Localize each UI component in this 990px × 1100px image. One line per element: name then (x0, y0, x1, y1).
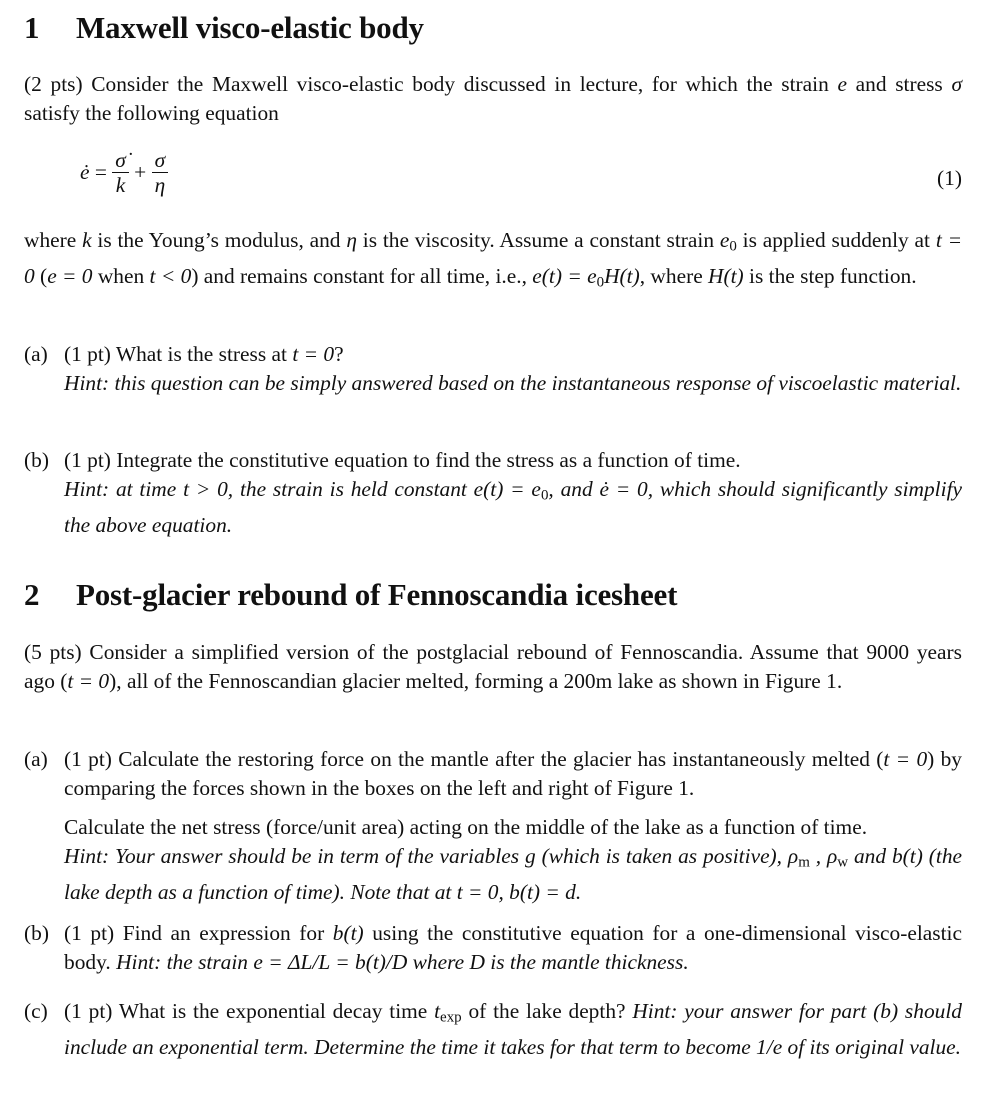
intro-text-3: satisfy the following equation (24, 101, 279, 125)
desc-text: ( (34, 263, 48, 288)
section-1-part-a (24, 340, 962, 398)
section-1-part-b (24, 446, 962, 540)
question-text: (1 pt) Calculate the restoring force on the mantle after the glacier has instantaneously melted ( (64, 747, 884, 771)
hint-subscript: m (798, 854, 810, 871)
section-1-intro (24, 70, 962, 128)
desc-math: H(t) (708, 263, 744, 288)
question-text: of the lake depth? (461, 999, 633, 1023)
intro-text: (5 pts) Consider a simplified version of the postglacial rebound of Fennoscandia. Assume that 9000 years ago ( (24, 640, 962, 693)
section-2-title: Post-glacier rebound of Fennoscandia icesheet (76, 577, 678, 612)
question-text: (1 pt) Find an expression for (64, 921, 333, 945)
intro-var-sigma: σ (951, 72, 962, 96)
intro-text-1: (2 pts) Consider the Maxwell visco-elastic body discussed in lecture, for which the strain (24, 72, 838, 96)
part-b-hint (64, 475, 962, 540)
part-label: (b) (24, 448, 49, 472)
question-math: b(t) (332, 921, 364, 945)
equation-1 (80, 148, 962, 208)
part-b-question (64, 919, 962, 977)
desc-math: t = 0 (24, 228, 962, 288)
section-1-number: 1 (24, 10, 40, 45)
desc-text: where (24, 228, 83, 252)
part-label: (a) (24, 747, 48, 771)
fraction-1-denominator: k (115, 173, 126, 197)
desc-text: is the viscosity. Assume a constant strain (356, 228, 720, 252)
section-2-part-a (24, 745, 962, 907)
desc-text: when (92, 263, 150, 288)
intro-text-2: and stress (846, 72, 952, 96)
section-1-description (24, 226, 962, 297)
desc-math: e (719, 228, 730, 252)
desc-text: is the step function. (743, 263, 917, 288)
fraction-sigma-over-eta (152, 148, 169, 197)
fraction-2-numerator: σ (152, 148, 169, 173)
hint-text: , ρ (809, 844, 838, 868)
desc-text: , where (639, 263, 709, 288)
part-a-hint: Hint: this question can be simply answered based on the instantaneous response of viscoelastic material. (64, 371, 962, 395)
part-a-stress-question: Calculate the net stress (force/unit area) acting on the middle of the lake as a function of time. (64, 815, 868, 839)
fraction-sigma-dot-over-k (112, 148, 129, 197)
fraction-1-numerator: σ̇ (112, 148, 129, 173)
hint-subscript: 0 (540, 487, 549, 504)
intro-var-e: e (837, 72, 847, 96)
question-math: t (434, 999, 441, 1023)
equation-plus: + (128, 160, 152, 184)
question-text: (1 pt) What is the stress at (64, 342, 293, 366)
hint-text: , and ė = 0, which should significantly simplify the above equation. (64, 477, 962, 537)
section-1-heading (24, 8, 424, 48)
desc-math: k (82, 228, 92, 252)
question-text: ? (334, 342, 344, 366)
desc-math: η (346, 228, 357, 252)
equation-number: (1) (937, 166, 962, 190)
question-math: t = 0 (883, 747, 928, 771)
desc-subscript: 0 (596, 274, 605, 291)
part-b-question: (1 pt) Integrate the constitutive equation to find the stress as a function of time. (64, 448, 741, 472)
question-text: using the constitutive equation for a one-dimensional visco-elastic body. (64, 921, 962, 974)
section-2-intro (24, 638, 962, 696)
desc-math: t < 0 (149, 263, 192, 288)
equation-lhs: ė (80, 160, 90, 184)
desc-subscript: 0 (729, 238, 737, 255)
hint-text: Hint: Your answer should be in term of the variables g (which is taken as positive), ρ (64, 844, 799, 868)
part-c-question (64, 997, 962, 1062)
equation-1-expression (80, 148, 168, 197)
part-c-hint: Hint: your answer for part (b) should include an exponential term. Determine the time it takes for that term to become 1/e of its original value. (64, 999, 962, 1059)
desc-math: H(t) (604, 263, 640, 288)
question-subscript: exp (440, 1009, 462, 1026)
desc-text: ) and remains constant for all time, i.e., (191, 263, 533, 288)
question-text: ) by comparing the forces shown in the boxes on the left and right of Figure 1. (64, 747, 962, 800)
question-math: t = 0 (292, 342, 335, 366)
section-2-heading (24, 575, 677, 615)
intro-math: t = 0 (67, 669, 110, 693)
section-2-number: 2 (24, 577, 40, 612)
section-2-part-c (24, 997, 962, 1062)
intro-text: ), all of the Fennoscandian glacier melted, forming a 200m lake as shown in Figure 1. (109, 669, 843, 693)
part-b-hint: Hint: the strain e = ΔL/L = b(t)/D where D is the mantle thickness. (116, 950, 689, 974)
desc-math: e = 0 (47, 263, 93, 288)
hint-subscript: w (837, 854, 849, 871)
part-label: (a) (24, 342, 48, 366)
part-a-question (64, 745, 962, 803)
hint-text: and b(t) (the lake depth as a function of time). Note that at t = 0, b(t) = d. (64, 844, 963, 904)
desc-text: is the Young’s modulus, and (91, 228, 347, 252)
desc-text: is applied suddenly at (736, 228, 936, 252)
part-a-hint (64, 842, 962, 907)
fraction-2-denominator: η (154, 173, 166, 197)
part-label: (b) (24, 921, 49, 945)
hint-text: Hint: at time t > 0, the strain is held constant e(t) = e (64, 477, 541, 501)
equation-equals: = (89, 160, 113, 184)
part-label: (c) (24, 999, 48, 1023)
part-a-question (64, 340, 962, 369)
section-2-part-b (24, 919, 962, 977)
question-text: (1 pt) What is the exponential decay time (64, 999, 435, 1023)
desc-math: e(t) = e (532, 263, 597, 288)
section-1-title: Maxwell visco-elastic body (76, 10, 424, 45)
